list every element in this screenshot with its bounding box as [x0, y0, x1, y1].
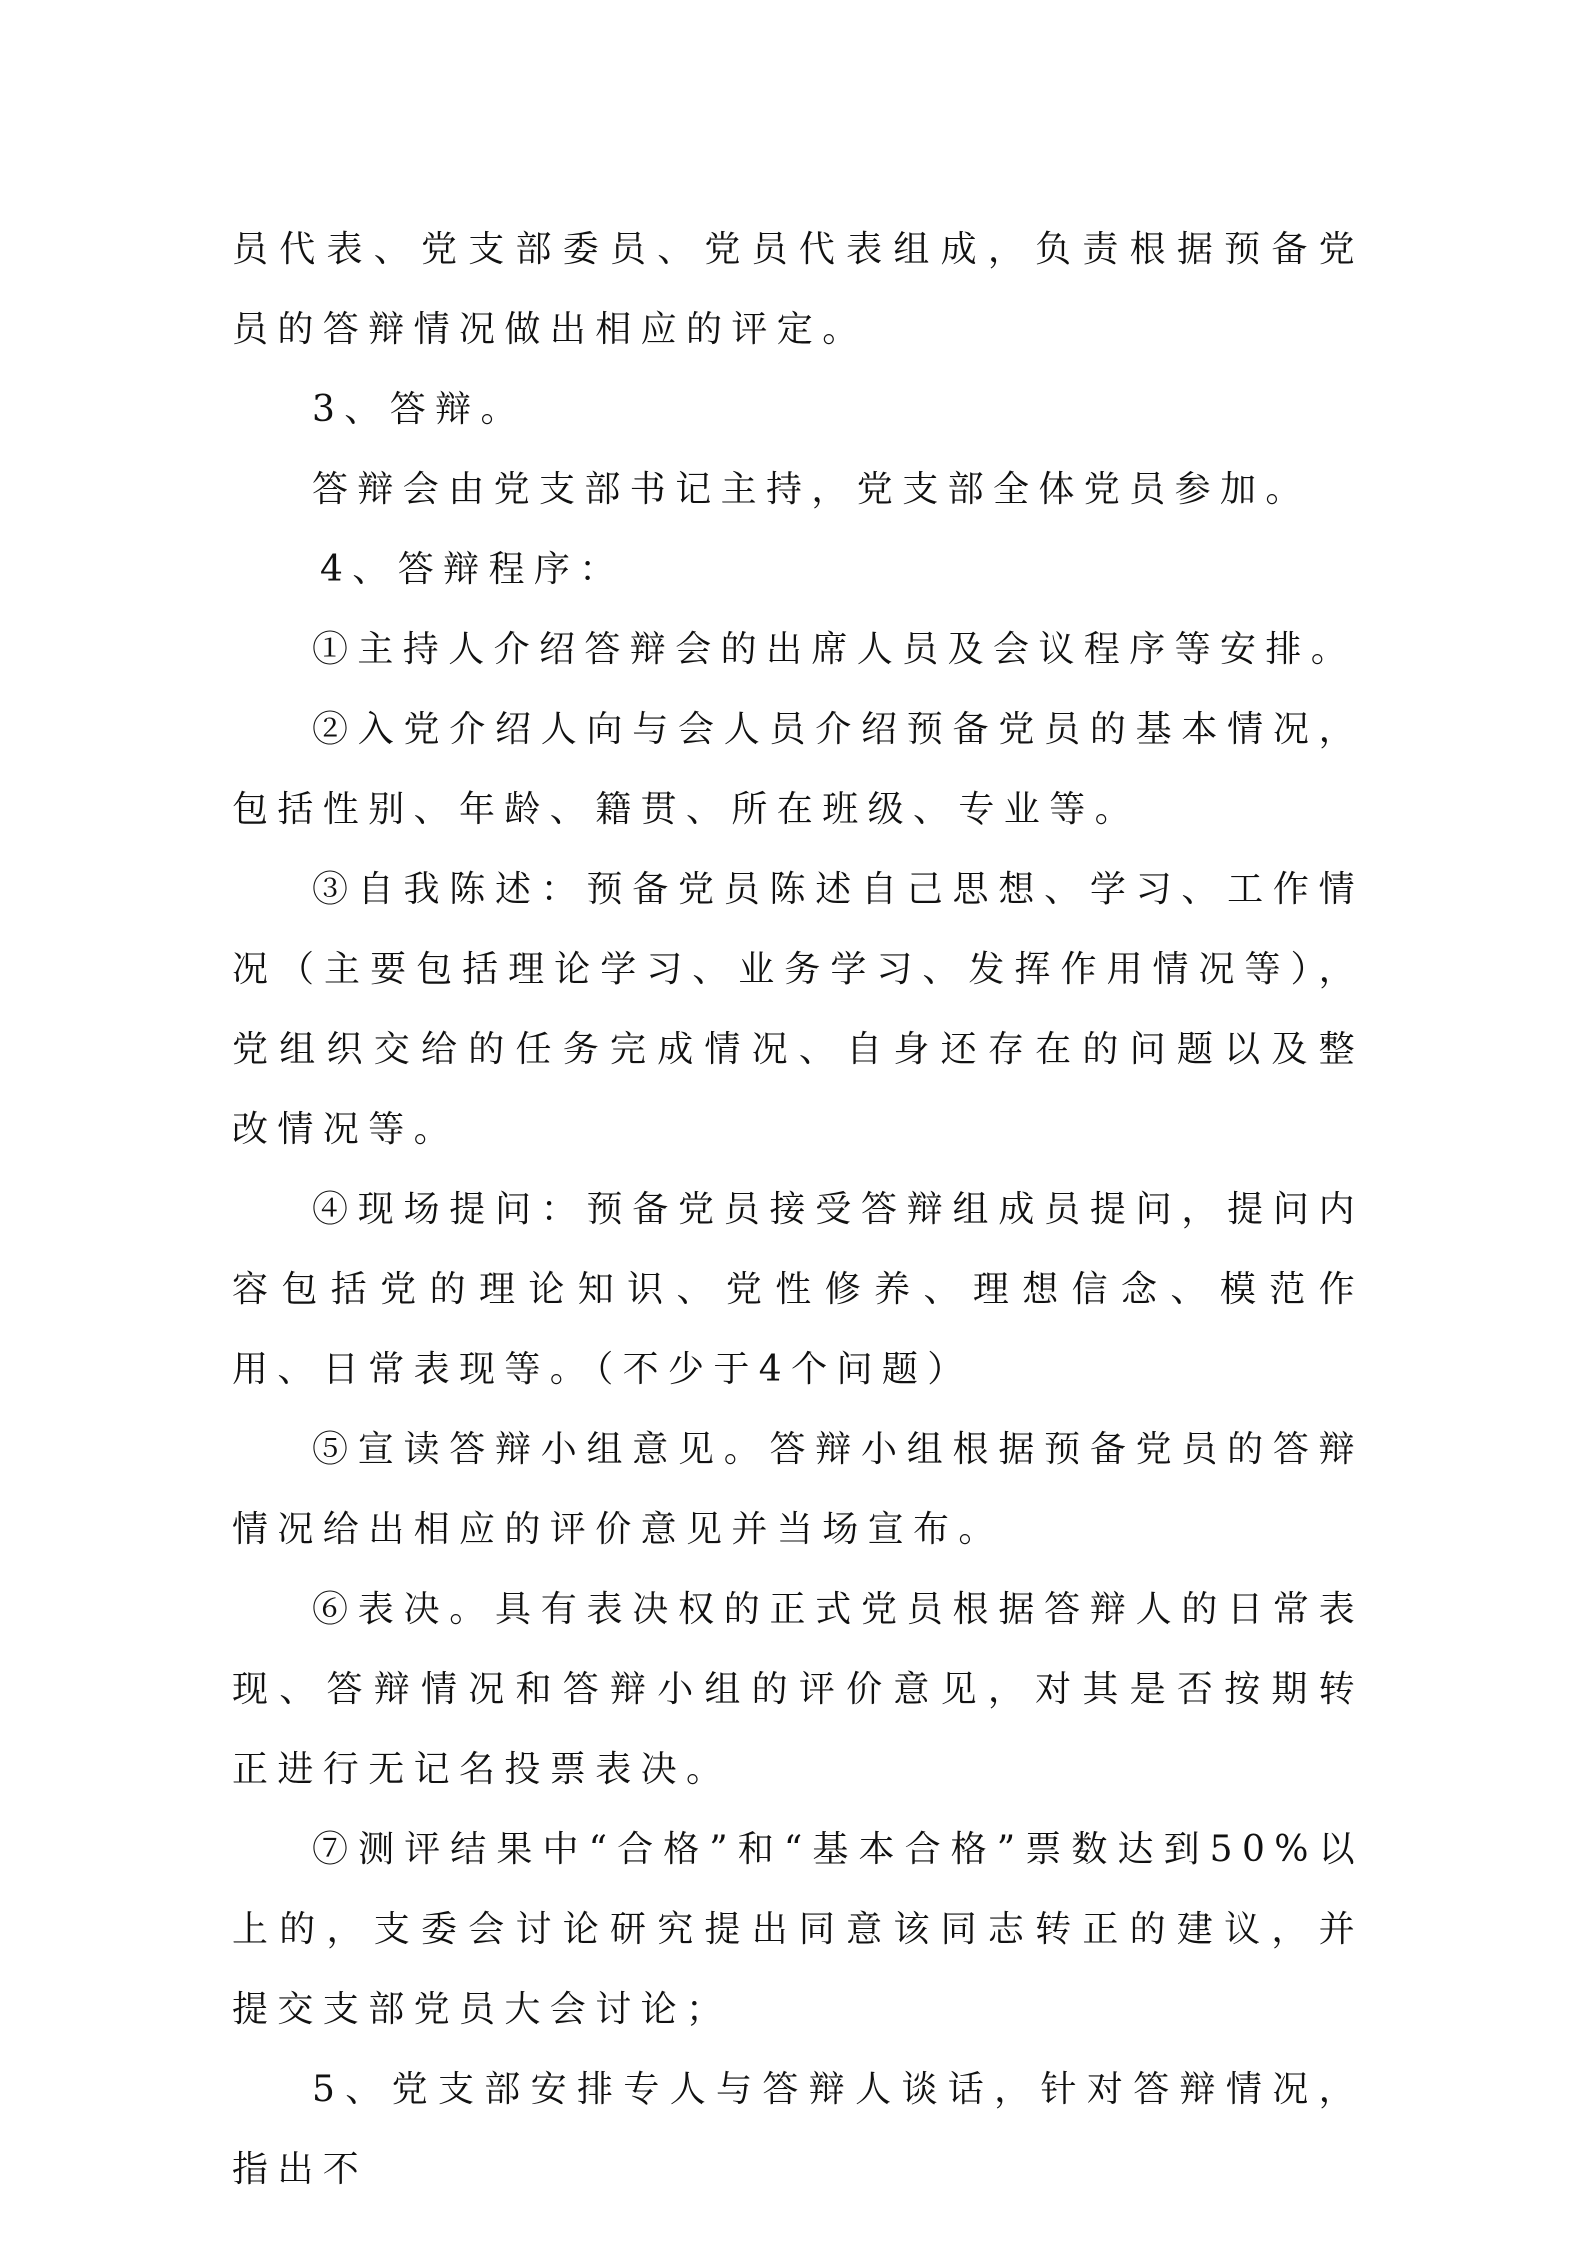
document-body	[232, 210, 1364, 2210]
paragraph-heading-defense: 3、答辩。	[312, 389, 526, 430]
paragraph-committee-continuation: 员代表、党支部委员、党员代表组成，负责根据预备党员的答辩情况做出相应的评定。	[232, 229, 1364, 350]
paragraph-heading-procedure: 4、答辩程序：	[320, 549, 625, 590]
paragraph-step-4: ④现场提问：预备党员接受答辩组成员提问，提问内容包括党的理论知识、党性修养、理想信念、模范作用、日常表现等。（不少于4个问题）	[232, 1189, 1364, 1390]
paragraph-step-7: ⑦测评结果中“合格”和“基本合格”票数达到50%以上的，支委会讨论研究提出同意该同志转正的建议，并提交支部党员大会讨论；	[232, 1829, 1364, 2030]
paragraph-step-2: ②入党介绍人向与会人员介绍预备党员的基本情况，包括性别、年龄、籍贯、所在班级、专业等。	[232, 709, 1364, 830]
paragraph-step-1: ①主持人介绍答辩会的出席人员及会议程序等安排。	[312, 629, 1357, 670]
paragraph-step-3: ③自我陈述：预备党员陈述自己思想、学习、工作情况（主要包括理论学习、业务学习、发挥作用情况等），党组织交给的任务完成情况、自身还存在的问题以及整改情况等。	[232, 869, 1364, 1150]
paragraph-step-6: ⑥表决。具有表决权的正式党员根据答辩人的日常表现、答辩情况和答辩小组的评价意见，对其是否按期转正进行无记名投票表决。	[232, 1589, 1364, 1790]
paragraph-step-5: ⑤宣读答辩小组意见。答辩小组根据预备党员的答辩情况给出相应的评价意见并当场宣布。	[232, 1429, 1364, 1550]
paragraph-defense-meeting: 答辩会由党支部书记主持，党支部全体党员参加。	[312, 469, 1311, 510]
paragraph-heading-talk: 5、党支部安排专人与答辩人谈话，针对答辩情况，指出不	[232, 2069, 1364, 2190]
